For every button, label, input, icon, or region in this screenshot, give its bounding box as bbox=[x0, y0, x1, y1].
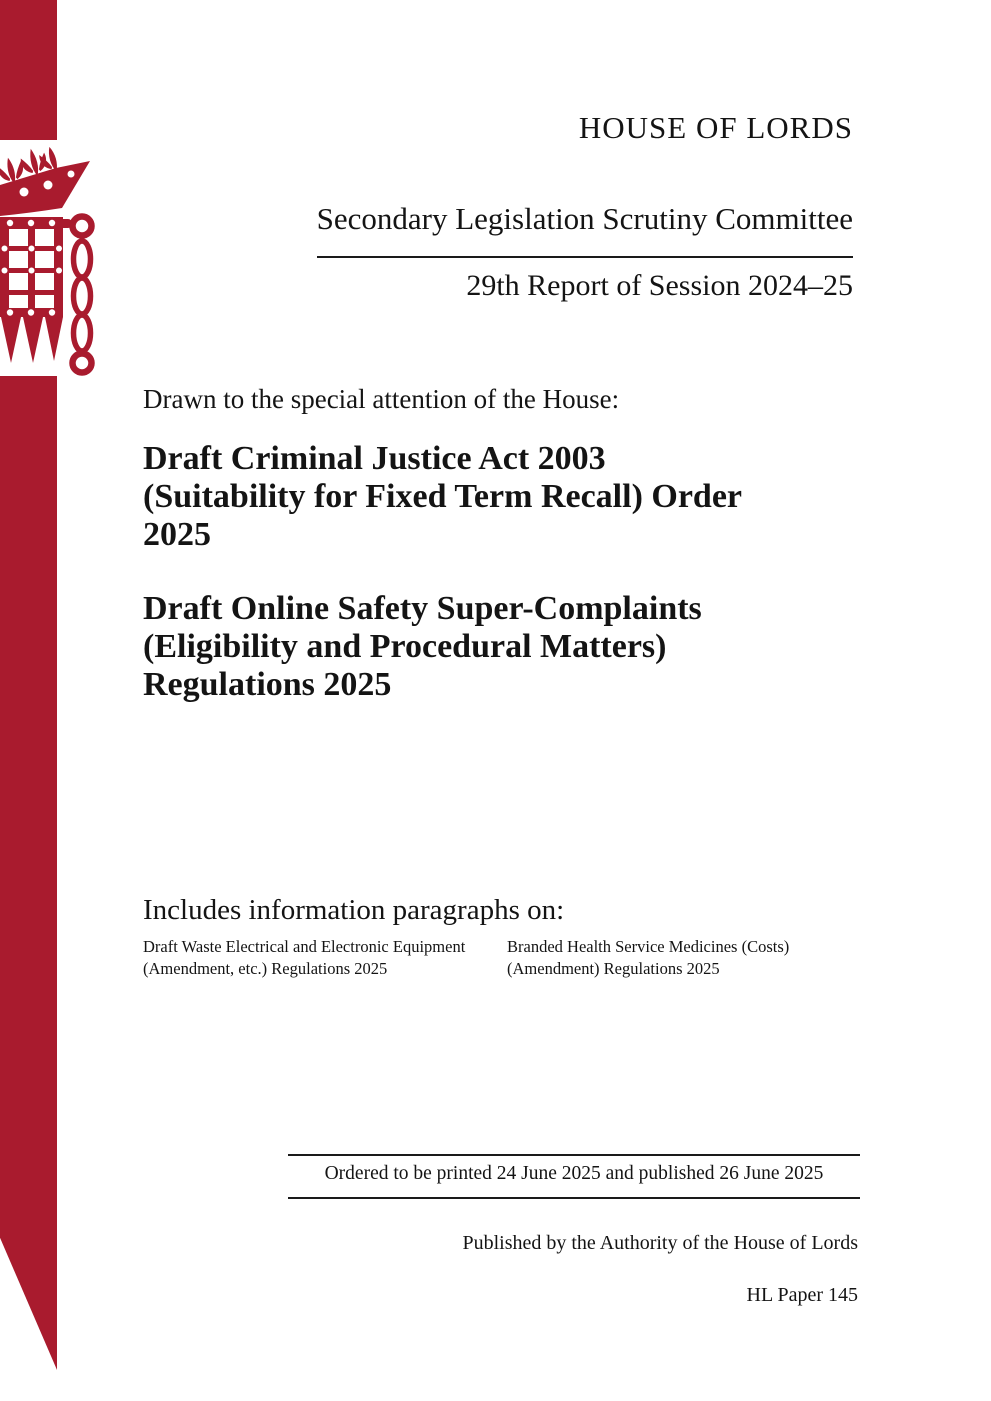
instrument-title-2-line: (Eligibility and Procedural Matters) bbox=[143, 628, 667, 665]
instrument-title-1-line: (Suitability for Fixed Term Recall) Order bbox=[143, 478, 743, 515]
published-authority-line: Published by the Authority of the House of Lords bbox=[462, 1232, 858, 1254]
title-divider bbox=[317, 256, 853, 258]
instrument-title-1-line: 2025 bbox=[143, 516, 211, 553]
info-paragraph-line: (Amendment, etc.) Regulations 2025 bbox=[143, 958, 388, 978]
instrument-title-2 bbox=[143, 590, 702, 704]
info-paragraph-line: (Amendment) Regulations 2025 bbox=[507, 958, 720, 978]
footer-rule-bottom bbox=[288, 1197, 860, 1199]
info-paragraph-item bbox=[507, 936, 789, 979]
info-paragraph-line: Draft Waste Electrical and Electronic Equipment bbox=[143, 937, 466, 956]
special-attention-heading: Drawn to the special attention of the House: bbox=[143, 384, 620, 414]
instrument-title-1 bbox=[143, 440, 742, 554]
ordered-printed-line: Ordered to be printed 24 June 2025 and published 26 June 2025 bbox=[324, 1163, 824, 1184]
instrument-title-2-line: Regulations 2025 bbox=[143, 666, 392, 703]
info-paragraph-item bbox=[143, 936, 465, 979]
hl-paper-number: HL Paper 145 bbox=[746, 1284, 858, 1306]
house-of-lords-title: HOUSE OF LORDS bbox=[578, 110, 853, 145]
instrument-title-2-line: Draft Online Safety Super-Complaints bbox=[143, 590, 702, 627]
portcullis-logo-icon bbox=[0, 145, 100, 382]
committee-name: Secondary Legislation Scrutiny Committee bbox=[316, 201, 853, 236]
info-paragraph-line: Branded Health Service Medicines (Costs) bbox=[507, 937, 790, 956]
footer-rule-top bbox=[288, 1154, 860, 1156]
instrument-title-1-line: Draft Criminal Justice Act 2003 bbox=[143, 440, 606, 477]
includes-heading: Includes information paragraphs on: bbox=[143, 894, 565, 926]
report-session-title: 29th Report of Session 2024–25 bbox=[466, 269, 853, 302]
red-banner-tail bbox=[0, 376, 57, 1370]
